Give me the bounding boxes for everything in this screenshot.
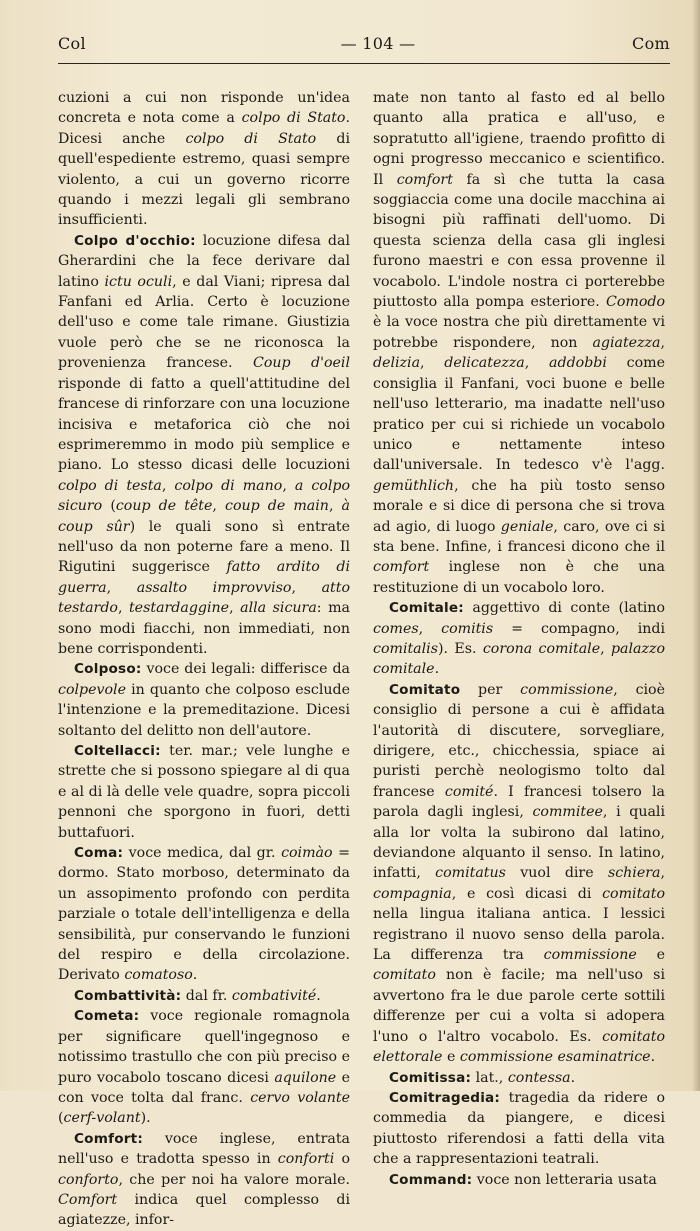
dictionary-entry <box>58 231 350 660</box>
entry-headword: Colposo: <box>74 661 142 678</box>
entry-text: voce medica, dal gr. coimào = dormo. Stato morboso, determinato da un assopimento profondo con perdita parziale o totale dell'intelligenza e della sensibilità, pur conservando le funzioni del respiro e della circolazione. Derivato comatoso. <box>58 845 350 984</box>
left-column <box>58 88 350 1231</box>
entry-text: voce dei legali: differisce da colpevole in quanto che colposo esclude l'intenzione e la premeditazione. Dicesi soltanto del delitto non dell'autore. <box>58 661 350 739</box>
entry-text: ter. mar.; vele lunghe e strette che si possono spiegare al di qua e al di là delle vele quadre, sopra piccoli pennoni che sporgono in fuori, detti buttafuori. <box>58 743 350 841</box>
dictionary-entry <box>58 986 350 1006</box>
right-column <box>373 88 665 1190</box>
dictionary-entry <box>373 598 665 680</box>
dictionary-entry <box>373 88 665 598</box>
running-head <box>58 34 670 56</box>
entry-text: lat., contessa. <box>471 1069 576 1086</box>
entry-text: voce regionale romagnola per significare quell'ingegnoso e notissimo trastullo che con più preciso e puro vocabolo toscano dicesi aquilone e con voce tolta dal franc. cervo volante (cerf-volant). <box>58 1008 351 1127</box>
running-head-right: Com <box>632 34 670 53</box>
entry-text: locuzione difesa dal Gherardini che la fece derivare dal latino ictu oculi, e dal Viani; ripresa dal Fanfani ed Arlia. Certo è locuzione dell'uso e come tale rimane. Giustizia vuole però che se ne riconosca la provenienza francese. Coup d'oeil risponde di fatto a quell'attitudine del francese di rinforzare con una locuzione incisiva e metaforica ciò che noi esprimeremmo in modo più semplice e piano. Lo stesso dicasi delle locuzioni colpo di testa, colpo di mano, a colpo sicuro (coup de tête, coup de main, à coup sûr) le quali sono sì entrate nell'uso da non poterne fare a meno. Il Rigutini suggerisce fatto ardito di guerra, assalto improvviso, atto testardo, testardaggine, alla sicura: ma sono modi fiacchi, non immediati, non bene corrispondenti. <box>58 232 351 657</box>
dictionary-entry <box>58 88 350 231</box>
running-head-left: Col <box>58 34 86 53</box>
dictionary-entry <box>58 741 350 843</box>
dictionary-entry <box>58 659 350 741</box>
entry-headword: Cometa: <box>74 1008 140 1025</box>
dictionary-entry <box>373 1068 665 1088</box>
entry-text: voce inglese, entrata nell'uso e tradotta spesso in conforti o conforto, che per noi ha valore morale. Comfort indica quel complesso di agiatezze, infor- <box>58 1130 350 1229</box>
dictionary-entry <box>58 843 350 986</box>
entry-text: per commissione, cioè consiglio di persone a cui è affidata l'autorità di discutere, sorvegliare, dirigere, etc., chicchessia, spiace ai puristi perchè neologismo tolto dal francese comité. I francesi tolsero la parola dagli inglesi, commitee, i quali alla lor volta la subirono dal latino, deviandone alquanto il senso. In latino, infatti, comitatus vuol dire schiera, compagnia, e così dicasi di comitato nella lingua italiana antica. I lessici registrano il nuovo senso della parola. La differenza tra commissione e comitato non è facile; ma nell'uso si avvertono fra le due parole certe sottili differenze per cui a volta si adopera l'uno o l'altro vocabolo. Es. comitato elettorale e commissione esaminatrice. <box>373 681 665 1066</box>
entry-headword: Coltellacci: <box>74 743 161 759</box>
entry-headword: Colpo d'occhio: <box>74 232 196 249</box>
dictionary-entry <box>373 680 665 1068</box>
entry-headword: Coma: <box>74 845 124 862</box>
entry-headword: Comitale: <box>389 600 464 617</box>
entry-text: mate non tanto al fasto ed al bello quanto alla pratica e all'uso, e sopratutto all'igiene, traendo profitto di ogni progresso meccanico e scientifico. Il comfort fa sì che tutta la casa soggiaccia come una docile macchina ai bisogni più raffinati dell'uomo. Di questa scienza della casa gli inglesi furono maestri e con essa provenne il vocabolo. L'indole nostra ci porterebbe piuttosto alla pompa esteriore. Comodo è la voce nostra che più direttamente vi potrebbe rispondere, non agiatezza, delizia, delicatezza, addobbi come consiglia il Fanfani, voci buone e belle nell'uso letterario, ma inadatte nell'uso pratico per cui si richiede un vocabolo unico e nettamente inteso dall'universale. In tedesco v'è l'agg. gemüthlich, che ha più tosto senso morale e si dice di persona che si trova ad agio, di luogo geniale, caro, ove ci si sta bene. Infine, i francesi dicono che il comfort inglese non è che una restituzione di un vocabolo loro. <box>373 90 666 596</box>
dictionary-entry <box>58 1006 350 1128</box>
entry-text: aggettivo di conte (latino comes, comitis = compagno, indi comitalis). Es. corona comitale, palazzo comitale. <box>373 600 665 678</box>
entry-headword: Comitragedia: <box>389 1089 501 1106</box>
entry-text: cuzioni a cui non risponde un'idea concreta e nota come a colpo di Stato. Dicesi anche colpo di Stato di quell'espediente estremo, quasi sempre violento, a cui un governo ricorre quando i mezzi legali gli sembrano insufficienti. <box>58 90 350 229</box>
entry-headword: Comfort: <box>74 1130 143 1147</box>
dictionary-entry <box>373 1170 665 1190</box>
entry-text: tragedia da ridere o commedia da piangere, e dicesi piuttosto riferendosi a fatti della vita che a rappresentazioni teatrali. <box>373 1089 665 1168</box>
dictionary-entry <box>373 1088 665 1170</box>
entry-headword: Comitato <box>389 681 461 698</box>
entry-headword: Command: <box>389 1171 473 1188</box>
page-edge-shadow <box>692 0 700 1091</box>
header-rule <box>58 63 670 64</box>
page-number: — 104 — <box>340 34 416 53</box>
entry-headword: Combattività: <box>74 987 182 1004</box>
dictionary-entry <box>58 1129 350 1231</box>
entry-text: dal fr. combativité. <box>181 987 321 1004</box>
entry-headword: Comitissa: <box>389 1069 472 1086</box>
entry-text: voce non letteraria usata <box>472 1171 657 1188</box>
